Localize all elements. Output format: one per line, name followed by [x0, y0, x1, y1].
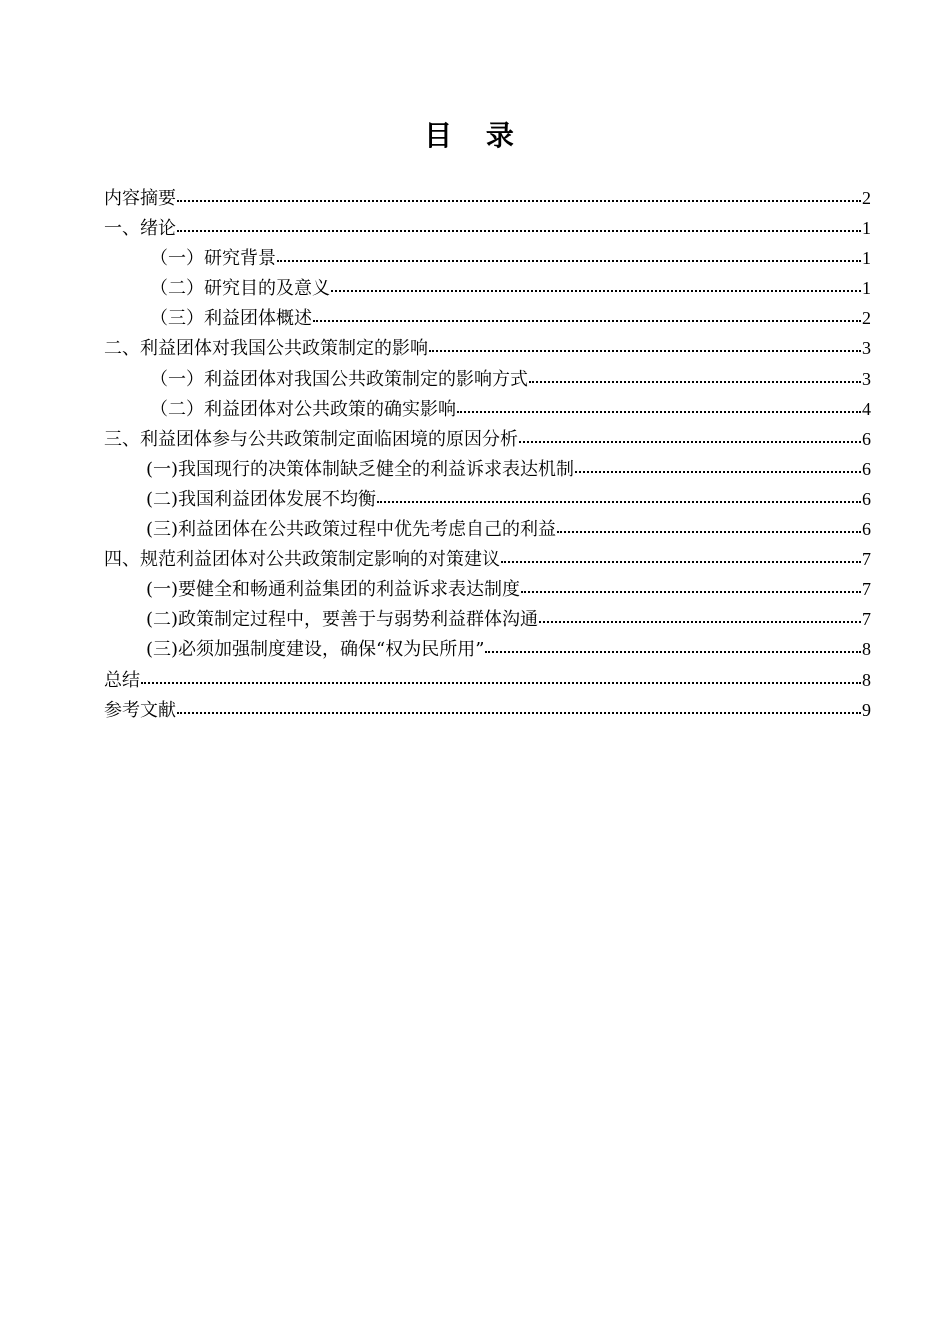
- toc-dot-leader: [485, 650, 861, 653]
- toc-entry[interactable]: [104, 364, 871, 394]
- toc-dot-leader: [277, 259, 861, 262]
- toc-dot-leader: [557, 530, 861, 533]
- toc-page-number: 1: [862, 248, 871, 269]
- toc-dot-leader: [521, 590, 861, 593]
- toc-entry[interactable]: [104, 484, 871, 514]
- toc-page-number: 7: [862, 609, 871, 630]
- toc-dot-leader: [331, 289, 861, 292]
- toc-entry[interactable]: [104, 424, 871, 454]
- toc-entry[interactable]: [104, 183, 871, 213]
- toc-entry-text: （一）研究背景: [150, 248, 276, 270]
- toc-entry-text: 总结: [104, 669, 140, 691]
- toc-dot-leader: [519, 440, 861, 443]
- toc-dot-leader: [575, 470, 861, 473]
- toc-page-number: 3: [862, 338, 871, 359]
- toc-entry[interactable]: [104, 634, 871, 664]
- toc-dot-leader: [539, 620, 861, 623]
- toc-entry[interactable]: [104, 604, 871, 634]
- toc-entry-text: (三)必须加强制度建设，确保“权为民所用”: [146, 639, 485, 661]
- toc-page-number: 7: [862, 549, 871, 570]
- toc-entry-text: (二)政策制定过程中，要善于与弱势利益群体沟通: [146, 609, 539, 631]
- toc-entry[interactable]: [104, 273, 871, 303]
- toc-entry-text: 内容摘要: [104, 188, 176, 209]
- toc-page-number: 2: [862, 308, 871, 329]
- toc-page-number: 9: [862, 699, 871, 720]
- toc-entry-text: （二）利益团体对公共政策的确实影响: [150, 398, 456, 420]
- toc-entry-text: 二、利益团体对我国公共政策制定的影响: [104, 338, 428, 360]
- toc-entry-text: 三、利益团体参与公共政策制定面临困境的原因分析: [104, 428, 518, 450]
- toc-dot-leader: [429, 349, 861, 352]
- toc-entry-text: （二）研究目的及意义: [150, 278, 330, 300]
- page-title: 目 录: [424, 119, 526, 152]
- toc-entry[interactable]: [104, 213, 871, 243]
- toc-page-number: 4: [862, 398, 871, 419]
- toc-dot-leader: [313, 319, 861, 322]
- toc-entry-text: 参考文献: [104, 699, 176, 721]
- toc-entry[interactable]: [104, 574, 871, 604]
- toc-entry[interactable]: [104, 303, 871, 333]
- toc-entry[interactable]: [104, 243, 871, 273]
- toc-page-number: 2: [862, 188, 871, 208]
- toc-entry-text: 四、规范利益团体对公共政策制定影响的对策建议: [104, 549, 500, 571]
- toc-page-number: 6: [862, 458, 871, 479]
- toc-page-number: 3: [862, 368, 871, 389]
- toc-page-number: 6: [862, 428, 871, 449]
- toc-dot-leader: [529, 380, 861, 383]
- toc-entry[interactable]: [104, 665, 871, 695]
- toc-dot-leader: [501, 560, 861, 563]
- toc-dot-leader: [177, 711, 861, 714]
- toc-entry-text: (二)我国利益团体发展不均衡: [146, 488, 377, 510]
- toc-page-number: 1: [862, 218, 871, 239]
- toc-entry[interactable]: [104, 394, 871, 424]
- toc-dot-leader: [177, 229, 861, 232]
- toc-entry-text: (一)我国现行的决策体制缺乏健全的利益诉求表达机制: [146, 458, 575, 480]
- toc-page-number: 1: [862, 278, 871, 299]
- toc-entry-text: (三)利益团体在公共政策过程中优先考虑自己的利益: [146, 519, 557, 541]
- toc-page-number: 6: [862, 488, 871, 509]
- toc-entry-text: （一）利益团体对我国公共政策制定的影响方式: [150, 368, 528, 390]
- toc-entry[interactable]: [104, 695, 871, 725]
- toc-page-number: 8: [862, 639, 871, 660]
- toc-dot-leader: [177, 199, 861, 202]
- toc-entry[interactable]: [104, 333, 871, 363]
- toc-entry-text: 一、绪论: [104, 218, 176, 240]
- toc-entry[interactable]: [104, 544, 871, 574]
- toc-entry-text: （三）利益团体概述: [150, 308, 312, 330]
- toc-entry[interactable]: [104, 514, 871, 544]
- table-of-contents: [104, 183, 871, 725]
- toc-page-number: 7: [862, 579, 871, 600]
- toc-dot-leader: [141, 681, 861, 684]
- toc-dot-leader: [377, 500, 861, 503]
- toc-dot-leader: [457, 410, 861, 413]
- toc-entry-text: (一)要健全和畅通利益集团的利益诉求表达制度: [146, 579, 521, 601]
- toc-page-number: 8: [862, 669, 871, 690]
- toc-page-number: 6: [862, 519, 871, 540]
- toc-entry[interactable]: [104, 454, 871, 484]
